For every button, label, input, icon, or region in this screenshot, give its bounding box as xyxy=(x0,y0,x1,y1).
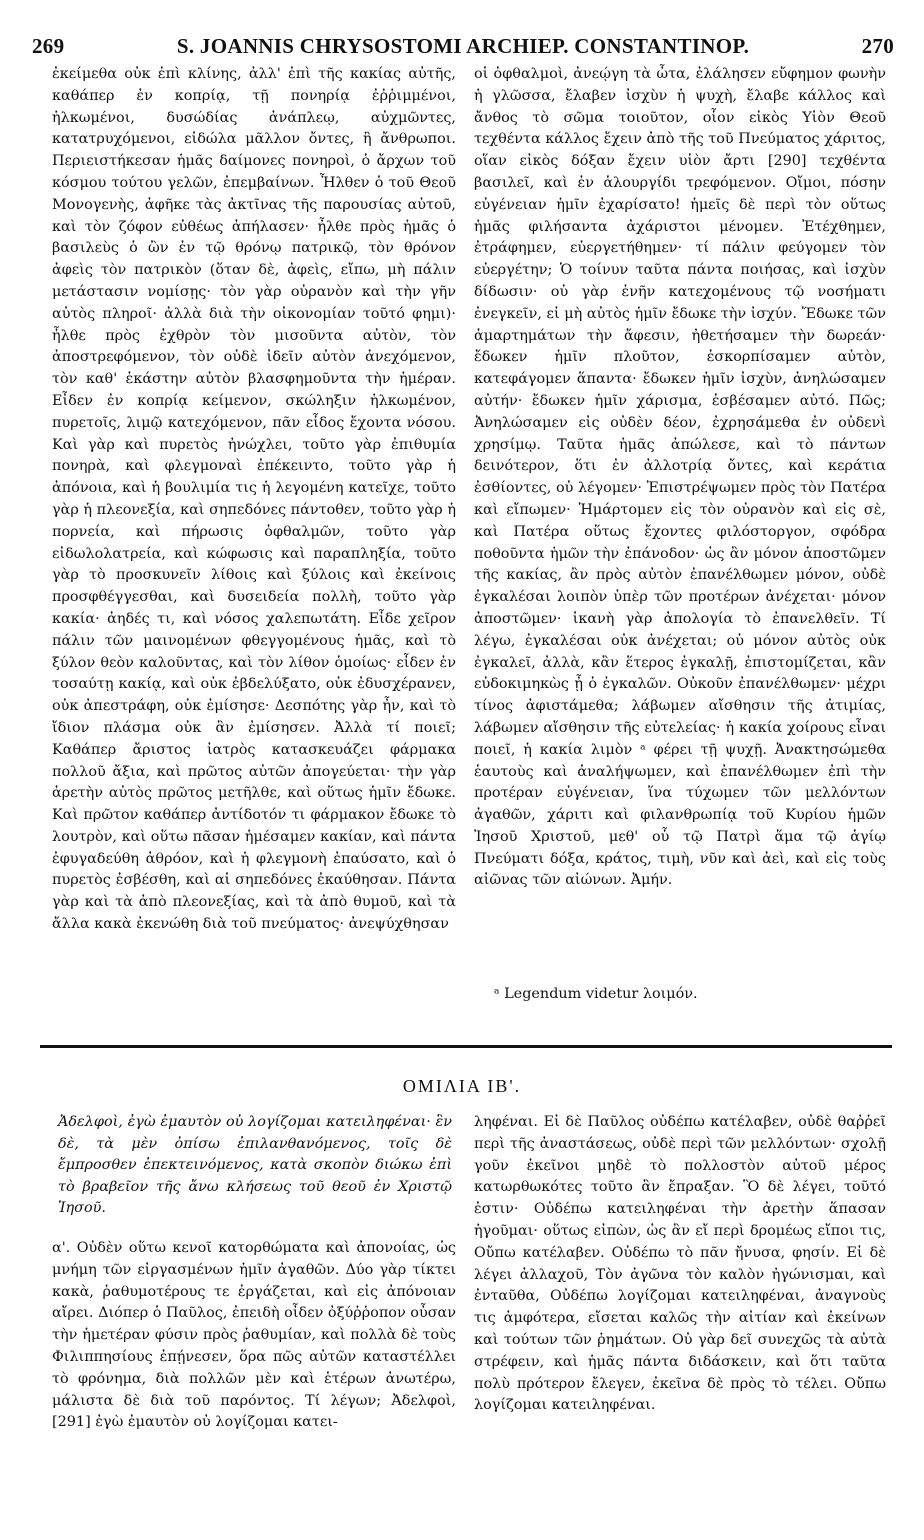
footnote: ᵃ Legendum videtur λοιμόν. xyxy=(494,986,698,1002)
homily-body-right: ληφέναι. Εἰ δὲ Παῦλος οὐδέπω κατέλαβεν, οὐδὲ θαῤῥεῖ περὶ τῆς ἀναστάσεως, οὐδὲ περὶ τῶν μελλόντων· σχολῇ γοῦν ἐκεῖνοι μηδὲ τὸ πολλοστὸν αὐτοῦ μέρος κατωρθωκότες τοῦτο ἂν ἔπραξαν. Ὃ δὲ λέγει, τοῦτό ἐστιν· Οὐδέπω κατειληφέναι τὴν ἀρετὴν ἅπασαν ἡγοῦμαι· οὕτως εἰπὼν, ὡς ἂν εἴ περὶ δρομέως εἴποι τις, Οὔπω κατέλαβεν. Οὐδέπω τὸ πᾶν ἤνυσα, φησίν. Εἰ δὲ λέγει ἀλλαχοῦ, Τὸν ἀγῶνα τὸν καλὸν ἠγώνισμαι, καὶ ἐνταῦθα, Οὐδέπω λογίζομαι κατειληφέναι, ἀναγνοὺς τις ἀμφότερα, εἴσεται καλῶς τὴν αἰτίαν καὶ ἐκείνων καὶ τούτων τῶν ῥημάτων. Οὐ γὰρ δεῖ συνεχῶς τὰ αὐτὰ στρέφειν, καὶ ἡμᾶς πάντα διδάσκειν, καὶ ὅτι ταῦτα πολὺ πρότερον ἔλεγεν, ἐκεῖνα δὲ πρὸς τὸ τέλει. Οὔπω λογίζομαι κατειληφέναι. xyxy=(474,1114,886,1414)
scripture-lemma: Ἀδελφοὶ, ἐγὼ ἐμαυτὸν οὐ λογίζομαι κατειληφέναι· ἓν δὲ, τὰ μὲν ὀπίσω ἐπιλανθανόμενος, τοῖς δὲ ἔμπροσθεν ἐπεκτεινόμενος, κατὰ σκοπὸν διώκω ἐπὶ τὸ βραβεῖον τῆς ἄνω κλήσεως τοῦ θεοῦ ἐν Χριστῷ Ἰησοῦ. xyxy=(58,1114,452,1217)
page-number-right: 270 xyxy=(861,34,894,58)
running-title: S. JOANNIS CHRYSOSTOMI ARCHIEP. CONSTANTINOP. xyxy=(176,34,750,58)
column-right xyxy=(474,64,886,892)
column-left-text: ἐκείμεθα οὐκ ἐπὶ κλίνης, ἀλλ' ἐπὶ τῆς κακίας αὐτῆς, καθάπερ ἐν κοπρίᾳ, τῇ πονηρίᾳ ἐῤῥιμμένοι, ἡλκωμένοι, δυσώδίας ἀνάπλεῳ, αὐχμῶντες, κατατρυχόμενοι, εἰδώλα μᾶλλον ὄντες, ἢ ἄνθρωποι. Περιειστήκεσαν ἡμᾶς δαίμονες πονηροὶ, ὁ ἄρχων τοῦ κόσμου τούτου γελῶν, ἐπεμβαίνων. Ἦλθεν ὁ τοῦ Θεοῦ Μονογενὴς, ἀφῆκε τὰς ἀκτῖνας τῆς παρουσίας αὐτοῦ, καὶ τὸν ζόφον εὐθέως ἀπήλασεν· ἦλθε πρὸς ἡμᾶς ὁ βασιλεὺς ὁ ὢν ἐν τῷ θρόνῳ πατρικῷ, τὸν θρόνον ἀφεὶς τὸν πατρικὸν (ὅταν δὲ, ἀφεὶς, εἴπω, μὴ πάλιν μετάστασιν νομίσῃς· τὸν γὰρ οὐρανὸν καὶ τὴν γῆν αὐτὸς πληροῖ· ἀλλὰ διὰ τὴν οἰκονομίαν τοῦτό φημι)· ἦλθε πρὸς ἐχθρὸν τὸν μισοῦντα αὐτὸν, τὸν ἀποστρεφόμενον, τὸν οὐδὲ ἰδεῖν αὐτὸν ἀνεχόμενον, τὸν καθ' ἑκάστην αὐτὸν βλασφημοῦντα τὴν ἡμέραν. Εἶδεν ἐν κοπρίᾳ κείμενον, σκώληξιν ἡλκωμένον, πυρετοῖς, λιμῷ κατεχόμενον, πᾶν εἶδος ἔχοντα νόσου. Καὶ γὰρ καὶ πυρετὸς ἠνώχλει, τοῦτο γὰρ ἐπιθυμία πονηρὰ, καὶ φλεγμοναὶ ἐπέκειντο, τοῦτο γὰρ ἡ ἀπόνοια, καὶ ἡ βουλιμία τις ἡ λεγομένη κατεῖχε, τοῦτο γὰρ ἡ πλεονεξία, καὶ σηπεδόνες πάντοθεν, τοῦτο γὰρ ἡ πορνεία, καὶ πήρωσις ὀφθαλμῶν, τοῦτο γὰρ εἰδωλολατρεία, καὶ κώφωσις καὶ παραπληξία, τοῦτο γὰρ τὸ προσκυνεῖν λίθοις καὶ ξύλοις καὶ ἐκείνοις προσφθέγγεσθαι, καὶ δυσειδεία πολλὴ, τοῦτο γὰρ κακία· ἀηδές τι, καὶ νόσος χαλεπωτάτη. Εἶδε χεῖρον πάλιν τῶν μαινομένων φθεγγομένους ἡμᾶς, καὶ τὸ ξύλον θεὸν καλοῦντας, καὶ τὸν λίθον ὁμοίως· εἶδεν ἐν τοσαύτῃ κακίᾳ, καὶ οὐκ ἐβδελύξατο, οὐκ ἐδυσχέρανεν, οὐκ ἀπεστράφη, οὐκ ἐμίσησε· Δεσπότης γὰρ ἦν, καὶ τὸ ἴδιον πλάσμα οὐκ ἂν ἐμίσησεν. Ἀλλὰ τί ποιεῖ; Καθάπερ ἄριστος ἰατρὸς κατασκευάζει φάρμακα πολλοῦ ἄξια, καὶ πρῶτος αὐτῶν ἀπογεύεται· τὴν γὰρ ἀρετὴν αὐτὸς πρῶτος μετῆλθε, καὶ οὕτως ἡμῖν ἔδωκε. Καὶ πρῶτον καθάπερ ἀντίδοτόν τι φάρμακον ἔδωκε τὸ λουτρὸν, καὶ οὕτω πᾶσαν ἡμέσαμεν κακίαν, καὶ πάντα ἐφυγαδεύθη ἀθρόον, καὶ ἡ φλεγμονὴ ἐπαύσατο, καὶ ὁ πυρετὸς ἐσβέσθη, καὶ αἱ σηπεδόνες ἐκαύθησαν. Πάντα γὰρ καὶ τὰ ἀπὸ πλεονεξίας, καὶ τὰ ἀπὸ θυμοῦ, καὶ τὰ ἄλλα κακὰ ἐκενώθη διὰ τοῦ πνεύματος· ἀνεψύχθησαν xyxy=(52,66,456,933)
homily-body-left: α'. Οὐδὲν οὕτω κενοῖ κατορθώματα καὶ ἀπονοίας, ὡς μνήμη τῶν εἰργασμένων ἡμῖν ἀγαθῶν. Δύο γὰρ τίκτει κακὰ, ῥαθυμοτέρους τε ἐργάζεται, καὶ εἰς ἀπόνοιαν αἴρει. Διόπερ ὁ Παῦλος, ἐπειδὴ οἶδεν ὀξύῤῥοπον οὖσαν τὴν ἡμετέραν φύσιν πρὸς ῥαθυμίαν, καὶ πολλὰ δὲ τοὺς Φιλιππησίους ἐπῄνεσεν, ὅρα πῶς αὐτῶν καταστέλλει τὸ φρόνημα, διὰ πολλῶν μὲν καὶ ἑτέρων ἀνωτέρω, μάλιστα δὲ διὰ τοῦ παρόντος. Τί λέγων; Ἀδελφοὶ, [291] ἐγὼ ἐμαυτὸν οὐ λογίζομαι κατει- xyxy=(52,1240,456,1431)
homily-title: ΟΜΙΛΙΑ ΙΒ'. xyxy=(402,1076,522,1096)
column-left xyxy=(52,64,456,936)
column-right-text: οἱ ὀφθαλμοὶ, ἀνεῴγη τὰ ὦτα, ἐλάλησεν εὔφημον φωνὴν ἡ γλῶσσα, ἔλαβεν ἰσχὺν ἡ ψυχὴ, ἔλαβε κάλλος καὶ ἄνθος τὸ σῶμα τοιοῦτον, οἷον εἰκὸς Υἱὸν Θεοῦ τεχθέντα κάλλος ἔχειν ἀπὸ τῆς τοῦ Πνεύματος χάριτος, οἵαν εἰκὸς δόξαν ἔχειν υἱὸν ἄρτι [290] τεχθέντα βασιλεῖ, καὶ ἐν ἁλουργίδι τρεφόμενον. Οἴμοι, πόσην εὐγένειαν ἡμῖν ἐχαρίσατο! ἡμεῖς δὲ περὶ τὸν οὕτως ἡμᾶς φιλήσαντα ἀχάριστοι μένομεν. Ἐτέχθημεν, ἐτράφημεν, εὐεργετήθημεν· τί πάλιν φεύγομεν τὸν εὐεργέτην; Ὁ τοίνυν ταῦτα πάντα ποιήσας, καὶ ἰσχὺν δίδωσιν· οὐ γὰρ ἐνῆν κατεχομένους τῷ νοσήματι ἐνεγκεῖν, εἰ μὴ αὐτὸς ἡμῖν ἔδωκε τὴν ἰσχύν. Ἔδωκε τῶν ἁμαρτημάτων τὴν ἄφεσιν, ἠθετήσαμεν τὴν δωρεάν· ἔδωκεν ἡμῖν πλοῦτον, ἐσκορπίσαμεν αὐτὸν, κατεφάγομεν ἅπαντα· ἔδωκεν ἡμῖν ἰσχὺν, ἀνηλώσαμεν αὐτήν· ἔδωκεν ἡμῖν χάρισμα, ἐσβέσαμεν αὐτό. Πῶς; Ἀνηλώσαμεν εἰς οὐδὲν δέον, ἐχρησάμεθα ἐν οὐδενὶ χρησίμῳ. Ταῦτα ἡμᾶς ἀπώλεσε, καὶ τὸ πάντων δεινότερον, ὅτι ἐν ἀλλοτρίᾳ ὄντες, καὶ κεράτια ἐσθίοντες, οὐ λέγομεν· Ἐπιστρέψωμεν πρὸς τὸν Πατέρα καὶ εἴπωμεν· Ἡμάρτομεν εἰς τὸν οὐρανὸν καὶ εἰς σὲ, καὶ Πατέρα οὕτως ἔχοντες φιλόστοργον, σφόδρα ποθοῦντα ἡμῶν τὴν ἐπάνοδον· ὡς ἂν μόνον ἀποστῶμεν τῆς κακίας, ἂν πρὸς αὐτὸν ἐπανέλθωμεν μόνον, οὐδὲ ἐγκαλέσαι λοιπὸν ὑπὲρ τῶν προτέρων ἀνέχεται· μόνον ἀποστῶμεν· ἱκανὴ γὰρ ἀπολογία τὸ ἐπανελθεῖν. Τί λέγω, ἐγκαλέσαι οὐκ ἀνέχεται; οὐ μόνον αὐτὸς οὐκ ἐγκαλεῖ, ἀλλὰ, κἂν ἕτερος ἐγκαλῇ, ἐπιστομίζεται, κἂν εὐδοκιμηκὼς ᾖ ὁ ἐγκαλῶν. Οὐκοῦν ἐπανέλθωμεν· μέχρι τίνος ἀφιστάμεθα; λάβωμεν αἴσθησιν τῆς ἀτιμίας, λάβωμεν αἴσθησιν τῆς εὐτελείας· ἡ κακία χοίρους εἶναι ποιεῖ, ἡ κακία λιμὸν ᵃ φέρει τῇ ψυχῇ. Ἀνακτησώμεθα ἑαυτοὺς καὶ ἀναλήψωμεν, καὶ ἐπανέλθωμεν ἐπὶ τὴν προτέραν εὐγένειαν, ἵνα τύχωμεν τῶν μελλόντων ἀγαθῶν, χάριτι καὶ φιλανθρωπίᾳ τοῦ Κυρίου ἡμῶν Ἰησοῦ Χριστοῦ, μεθ' οὗ τῷ Πατρὶ ἅμα τῷ ἁγίῳ Πνεύματι δόξα, κράτος, τιμὴ, νῦν καὶ ἀεὶ, καὶ εἰς τοὺς αἰῶνας τῶν αἰώνων. Ἀμήν. xyxy=(474,66,886,889)
section-divider xyxy=(40,1045,892,1048)
page-number-left: 269 xyxy=(32,34,65,58)
running-header xyxy=(32,34,894,60)
